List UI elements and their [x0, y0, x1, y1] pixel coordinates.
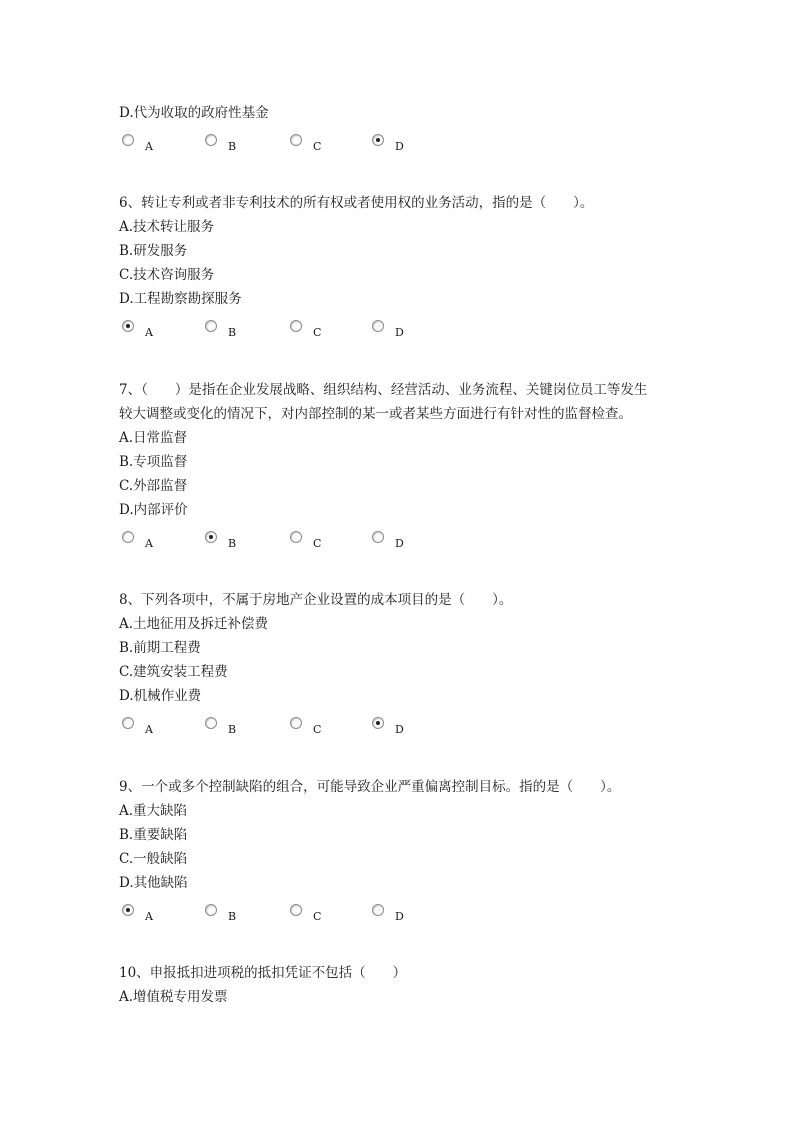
choice-label: A	[145, 910, 153, 923]
option-text: D.代为收取的政府性基金	[119, 105, 269, 121]
question-text: 较大调整或变化的情况下，对内部控制的某一或者某些方面进行有针对性的监督检查。	[119, 406, 632, 422]
choice-b[interactable]	[202, 904, 262, 928]
option-text: A.重大缺陷	[119, 803, 188, 819]
option-text: D.其他缺陷	[119, 875, 188, 891]
radio-unchecked-icon[interactable]	[122, 531, 134, 543]
choice-d[interactable]	[369, 531, 429, 555]
choice-label: D	[395, 910, 404, 923]
option-text: A.土地征用及拆迁补偿费	[119, 616, 269, 632]
choice-label: D	[395, 140, 404, 153]
choice-d[interactable]	[369, 134, 429, 158]
choice-label: B	[228, 537, 237, 550]
radio-unchecked-icon[interactable]	[290, 320, 302, 332]
radio-unchecked-icon[interactable]	[290, 904, 302, 916]
option-text: C.技术咨询服务	[119, 267, 215, 283]
choice-label: B	[228, 723, 237, 736]
choice-a[interactable]	[119, 531, 179, 555]
radio-unchecked-icon[interactable]	[205, 904, 217, 916]
choice-label: C	[313, 537, 322, 550]
choice-b[interactable]	[202, 134, 262, 158]
option-text: D.内部评价	[119, 502, 188, 518]
option-text: B.研发服务	[119, 243, 188, 259]
option-text: C.外部监督	[119, 478, 188, 494]
choice-a[interactable]	[119, 134, 179, 158]
choice-label: D	[395, 326, 404, 339]
answer-choices	[119, 531, 439, 555]
option-text: A.增值税专用发票	[119, 989, 228, 1005]
choice-label: A	[145, 723, 153, 736]
answer-choices	[119, 904, 439, 928]
question-text: 6、转让专利或者非专利技术的所有权或者使用权的业务活动，指的是（ ）。	[119, 195, 594, 211]
choice-d[interactable]	[369, 320, 429, 344]
choice-d[interactable]	[369, 904, 429, 928]
choice-label: C	[313, 326, 322, 339]
choice-a[interactable]	[119, 717, 179, 741]
question-text: 9、一个或多个控制缺陷的组合，可能导致企业严重偏离控制目标。指的是（ ）。	[119, 779, 621, 795]
radio-unchecked-icon[interactable]	[122, 717, 134, 729]
option-text: D.工程勘察勘探服务	[119, 291, 242, 307]
radio-checked-icon[interactable]	[122, 320, 134, 332]
choice-label: D	[395, 723, 404, 736]
option-text: B.前期工程费	[119, 640, 201, 656]
option-text: C.建筑安装工程费	[119, 664, 228, 680]
option-text: B.重要缺陷	[119, 827, 188, 843]
choice-label: B	[228, 326, 237, 339]
choice-b[interactable]	[202, 717, 262, 741]
radio-checked-icon[interactable]	[205, 531, 217, 543]
choice-d[interactable]	[369, 717, 429, 741]
radio-unchecked-icon[interactable]	[290, 717, 302, 729]
option-text: B.专项监督	[119, 454, 188, 470]
choice-label: A	[145, 537, 153, 550]
question-text: 10、申报抵扣进项税的抵扣凭证不包括（ ）	[119, 965, 407, 981]
radio-unchecked-icon[interactable]	[205, 717, 217, 729]
choice-label: B	[228, 140, 237, 153]
choice-b[interactable]	[202, 531, 262, 555]
choice-label: D	[395, 537, 404, 550]
choice-label: B	[228, 910, 237, 923]
radio-unchecked-icon[interactable]	[290, 134, 302, 146]
choice-a[interactable]	[119, 904, 179, 928]
answer-choices	[119, 320, 439, 344]
answer-choices	[119, 134, 439, 158]
choice-a[interactable]	[119, 320, 179, 344]
choice-c[interactable]	[287, 904, 347, 928]
question-text: 7、（ ）是指在企业发展战略、组织结构、经营活动、业务流程、关键岗位员工等发生	[119, 382, 648, 398]
choice-label: A	[145, 326, 153, 339]
radio-checked-icon[interactable]	[122, 904, 134, 916]
choice-c[interactable]	[287, 320, 347, 344]
question-text: 8、下列各项中，不属于房地产企业设置的成本项目的是（ ）。	[119, 592, 513, 608]
radio-unchecked-icon[interactable]	[205, 320, 217, 332]
choice-c[interactable]	[287, 134, 347, 158]
radio-unchecked-icon[interactable]	[372, 320, 384, 332]
radio-unchecked-icon[interactable]	[122, 134, 134, 146]
choice-label: C	[313, 723, 322, 736]
radio-checked-icon[interactable]	[372, 134, 384, 146]
option-text: A.技术转让服务	[119, 219, 215, 235]
radio-unchecked-icon[interactable]	[290, 531, 302, 543]
choice-label: C	[313, 910, 322, 923]
choice-b[interactable]	[202, 320, 262, 344]
option-text: C.一般缺陷	[119, 851, 188, 867]
answer-choices	[119, 717, 439, 741]
radio-checked-icon[interactable]	[372, 717, 384, 729]
choice-c[interactable]	[287, 717, 347, 741]
option-text: D.机械作业费	[119, 688, 202, 704]
choice-label: C	[313, 140, 322, 153]
choice-label: A	[145, 140, 153, 153]
option-text: A.日常监督	[119, 430, 188, 446]
radio-unchecked-icon[interactable]	[372, 904, 384, 916]
radio-unchecked-icon[interactable]	[372, 531, 384, 543]
choice-c[interactable]	[287, 531, 347, 555]
radio-unchecked-icon[interactable]	[205, 134, 217, 146]
